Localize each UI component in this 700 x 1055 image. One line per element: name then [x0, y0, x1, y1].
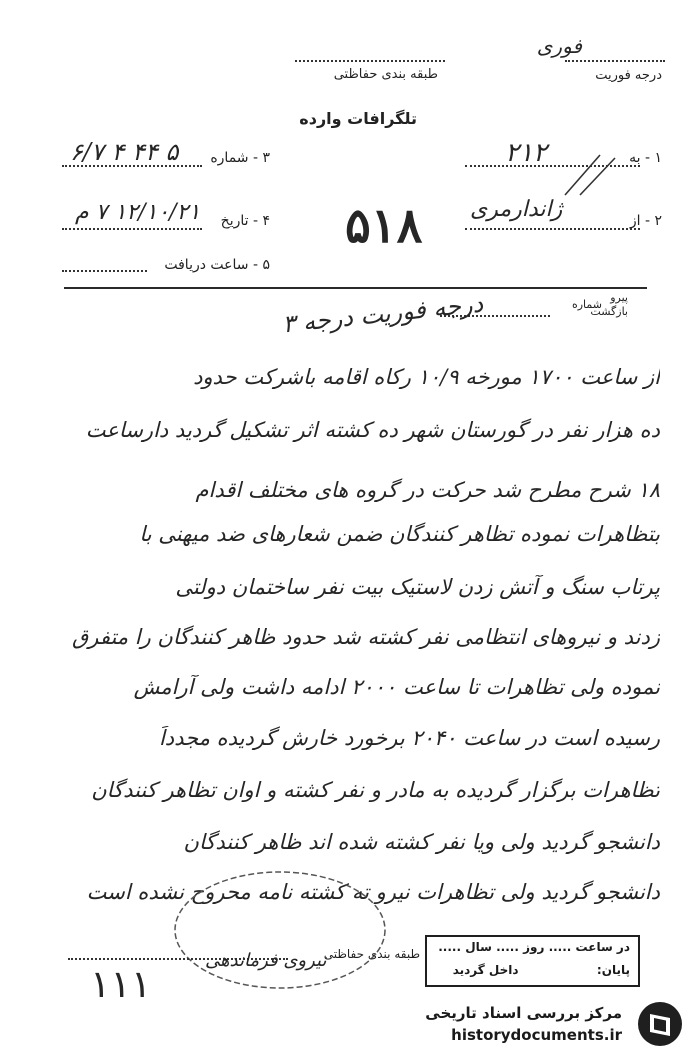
- body-line: دانشجو گردید ولی تظاهرات نیرو ته کشته نامه محروح نشده است: [86, 880, 660, 904]
- body-line: پرتاب سنگ و آتش زدن لاستیک بیت نفر ساختمان دولتی: [175, 575, 660, 599]
- bazgasht-label: بازگشت: [590, 305, 628, 318]
- body-line: از ساعت ۱۷۰۰ مورخه ۱۰/۹ رکاه اقامه باشرکت حدود: [193, 365, 660, 389]
- receipt-stamp: در ساعت ..... روز ..... سال ..... پایان: داخل گردید: [425, 935, 640, 987]
- page-title: تلگرافات وارده: [299, 109, 417, 128]
- body-line: زدند و نیروهای انتظامی نفر کشته شد حدود ظاهر کنندگان را متفرق: [72, 625, 660, 649]
- body-line: نموده ولی تظاهرات تا ساعت ۲۰۰۰ ادامه داشت ولی آرامش: [133, 675, 660, 699]
- big-number: ۵۱۸: [345, 198, 423, 254]
- watermark-url: historydocuments.ir: [451, 1026, 622, 1044]
- footer-classification-label: طبقه بندی حفاظتی: [323, 947, 420, 961]
- archive-logo-icon: [636, 1000, 684, 1048]
- diagonal-marks: [560, 150, 620, 200]
- body-line: ۱۸ شرح مطرح شد حرکت در گروه های مختلف اقدام: [195, 478, 660, 502]
- from-dotted-line: [465, 228, 640, 230]
- from-value: ژاندارمری: [470, 197, 563, 222]
- header-divider: [64, 287, 647, 289]
- body-line: دانشجو گردید ولی ویا نفر کشته شده اند ظاهر کنندگان: [183, 830, 660, 854]
- received-label: ۵ - ساعت دریافت: [164, 257, 270, 273]
- stamp-entered-label: داخل گردید: [452, 963, 519, 977]
- to-value: ۲۱۲: [505, 138, 547, 168]
- urgency-label: درجه فوریت: [595, 68, 662, 83]
- body-line: بتظاهرات نموده تظاهر کنندگان ضمن شعارهای ضد میهنی با: [139, 522, 660, 546]
- classification-label: طبقه بندی حفاظتی: [333, 67, 438, 82]
- urgency-handwritten: فوری: [536, 34, 582, 58]
- classification-dotted-line: [295, 60, 445, 62]
- number-label: ۳ - شماره: [210, 150, 270, 166]
- priority-handwritten: درجه فوریت درجه ۳: [281, 289, 485, 339]
- number-value: ۵ ۴۴ ۴ ۶/۷: [70, 138, 179, 166]
- date-dotted-line: [62, 228, 202, 230]
- watermark-logo: [410, 1000, 692, 1048]
- stamp-time-label: در ساعت: [575, 940, 630, 954]
- body-line: رسیده است در ساعت ۲۰۴۰ برخورد خارش گردیده مجدداً: [158, 726, 660, 750]
- urgency-dotted-line: [565, 60, 665, 62]
- from-label: ۲ - از: [629, 213, 662, 229]
- date-value: ۱۲/۱۰/۲۱ ۷ م: [75, 200, 201, 225]
- ref-number-label: شماره: [571, 298, 602, 311]
- stamp-day-label: روز: [523, 940, 545, 954]
- stamp-year-label: سال: [465, 940, 492, 954]
- stamp-delivered-label: پایان:: [596, 963, 630, 977]
- body-line: تظاهرات برگزار گردیده به مادر و نفر کشته و اوان تظاهر کنندگان: [91, 778, 660, 802]
- received-dotted-line: [62, 270, 147, 272]
- signature: نیروی فرماندهی: [205, 950, 327, 971]
- body-line: ده هزار نفر در گورستان شهر ده کشته اثر تشکیل گردید دارساعت: [85, 418, 660, 442]
- pirou-label: پیرو: [610, 291, 628, 304]
- circular-seal: [160, 860, 400, 1000]
- handwritten-number: ۱۱۱: [90, 962, 152, 1006]
- to-label: ۱ - به: [629, 150, 662, 166]
- date-label: ۴ - تاریخ: [220, 213, 270, 229]
- watermark-org-name: مرکز بررسی اسناد تاریخی: [425, 1004, 622, 1022]
